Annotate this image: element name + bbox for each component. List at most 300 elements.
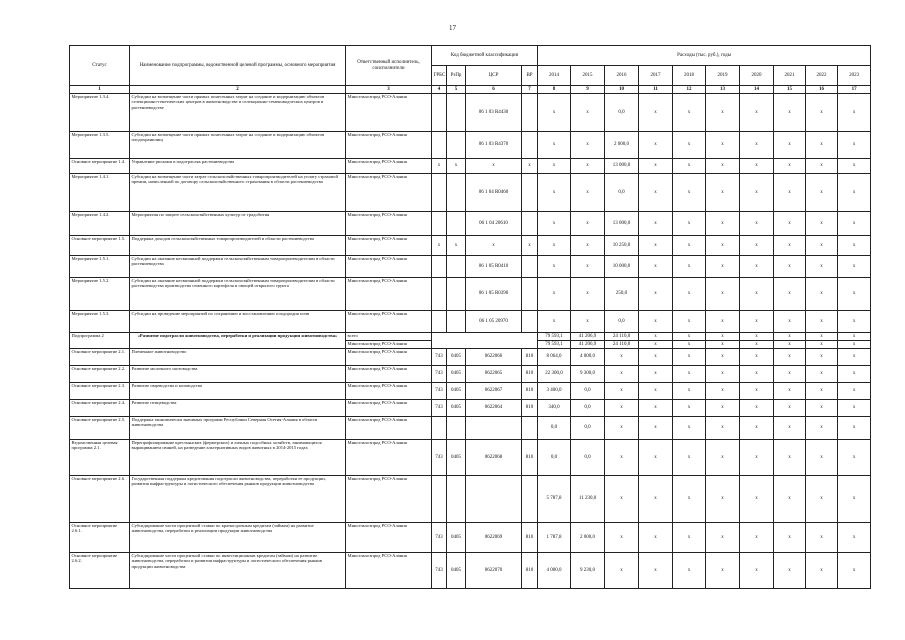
row-value-2018: x — [673, 523, 706, 553]
row-value-2022: x — [806, 476, 838, 523]
row-value-2023: x — [838, 417, 871, 440]
row-value-2018: x — [673, 132, 706, 159]
row-status: Основное мероприятие 1.5. — [70, 236, 130, 256]
subprogram-codes-empty — [432, 333, 538, 349]
row-grbs: 743 — [432, 553, 447, 589]
row-value-2023: x — [838, 476, 871, 523]
table-row — [70, 400, 871, 417]
row-csr: 0622068 — [466, 440, 522, 476]
row-csr: 06 1 04 20610 — [466, 212, 522, 236]
row-rzpr — [447, 212, 466, 236]
row-vr — [522, 417, 538, 440]
subprogram-ministry-2023: x — [838, 341, 871, 349]
row-csr: 06 1 05 R0390 — [466, 278, 522, 311]
row-value-2016: x — [605, 440, 639, 476]
row-value-2017: x — [639, 94, 673, 132]
table-row — [70, 132, 871, 159]
row-value-2017: x — [639, 132, 673, 159]
row-value-2022: x — [806, 212, 838, 236]
row-vr: 810 — [522, 366, 538, 383]
row-value-2014: x — [538, 94, 571, 132]
subprogram-total-2017: x — [639, 333, 673, 341]
row-value-2021: x — [774, 366, 806, 383]
row-value-2015: 0,0 — [571, 400, 605, 417]
row-value-2016: 2 000,0 — [605, 132, 639, 159]
table-row — [70, 383, 871, 400]
row-value-2015: 4 000,0 — [571, 349, 605, 366]
row-executor: Минсельхозпрод РСО-Алания — [346, 212, 432, 236]
table-row — [70, 440, 871, 476]
row-value-2015: 9 300,0 — [571, 366, 605, 383]
row-name: Государственная поддержка кредитования подотрасли животноводства, переработки ее продукции, развития инфраструктуры и логистического обеспечения рынков продукции животноводства — [130, 476, 346, 523]
header-year-2016: 2016 — [605, 66, 639, 86]
row-value-2020: x — [740, 553, 774, 589]
row-name: Субсидии на оказание несвязанной поддержки сельскохозяйственным товаропроизводителям в области растениеводства — [130, 256, 346, 278]
header-year-2022: 2022 — [806, 66, 838, 86]
row-value-2014: x — [538, 174, 571, 212]
table-row — [70, 366, 871, 383]
row-executor: Минсельхозпрод РСО-Алания — [346, 278, 432, 311]
row-executor: Минсельхозпрод РСО-Алания — [346, 349, 432, 366]
row-vr — [522, 476, 538, 523]
row-value-2022: x — [806, 94, 838, 132]
row-status: Основное мероприятие 2.3. — [70, 383, 130, 400]
subprogram-total-2018: x — [673, 333, 706, 341]
row-value-2018: x — [673, 349, 706, 366]
row-executor: Минсельхозпрод РСО-Алания — [346, 311, 432, 333]
column-number: 1 — [70, 86, 130, 94]
row-vr — [522, 278, 538, 311]
row-executor: Минсельхозпрод РСО-Алания — [346, 174, 432, 212]
row-value-2023: x — [838, 400, 871, 417]
row-status: Мероприятие 1.5.1. — [70, 256, 130, 278]
row-value-2017: x — [639, 400, 673, 417]
row-value-2016: x — [605, 383, 639, 400]
row-csr: 0622064 — [466, 400, 522, 417]
header-year-2020: 2020 — [740, 66, 774, 86]
row-value-2023: x — [838, 278, 871, 311]
subprogram-ministry-2021: x — [774, 341, 806, 349]
row-csr: 06 1 05 20970 — [466, 311, 522, 333]
row-value-2016: 0,0 — [605, 94, 639, 132]
column-number: 12 — [673, 86, 706, 94]
row-value-2014: 0,0 — [538, 417, 571, 440]
row-value-2014: 4 000,0 — [538, 553, 571, 589]
row-csr: 06 1 03 R4370 — [466, 132, 522, 159]
row-grbs: 743 — [432, 440, 447, 476]
budget-table-sheet — [69, 45, 870, 589]
row-value-2022: x — [806, 174, 838, 212]
subprogram-total-2023: x — [838, 333, 871, 341]
row-value-2015: 9 230,0 — [571, 553, 605, 589]
row-value-2021: x — [774, 212, 806, 236]
table-row — [70, 256, 871, 278]
row-name: Субсидии на возмещение части прямых понесенных затрат на создание и модернизацию объектов плодохранилищ — [130, 132, 346, 159]
row-value-2021: x — [774, 236, 806, 256]
row-grbs — [432, 417, 447, 440]
row-rzpr: 0405 — [447, 523, 466, 553]
row-value-2019: x — [706, 159, 740, 174]
row-vr: 810 — [522, 440, 538, 476]
row-grbs: 743 — [432, 349, 447, 366]
column-number: 6 — [466, 86, 522, 94]
row-value-2020: x — [740, 476, 774, 523]
row-grbs — [432, 256, 447, 278]
row-value-2022: x — [806, 159, 838, 174]
row-executor: Минсельхозпрод РСО-Алания — [346, 366, 432, 383]
row-value-2021: x — [774, 400, 806, 417]
row-value-2023: x — [838, 366, 871, 383]
column-number: 10 — [605, 86, 639, 94]
table-row — [70, 236, 871, 256]
row-rzpr: x — [447, 159, 466, 174]
row-value-2021: x — [774, 523, 806, 553]
row-csr: 0622066 — [466, 349, 522, 366]
row-vr — [522, 132, 538, 159]
row-value-2021: x — [774, 476, 806, 523]
header-year-2014: 2014 — [538, 66, 571, 86]
row-value-2023: x — [838, 132, 871, 159]
row-value-2017: x — [639, 256, 673, 278]
subprogram-total-2022: x — [806, 333, 838, 341]
row-value-2020: x — [740, 94, 774, 132]
row-rzpr: x — [447, 236, 466, 256]
row-value-2022: x — [806, 523, 838, 553]
row-value-2018: x — [673, 174, 706, 212]
subprogram-exec-ministry: Минсельхозпрод РСО-Алания — [346, 341, 432, 349]
row-executor: Минсельхозпрод РСО-Алания — [346, 476, 432, 523]
row-value-2023: x — [838, 553, 871, 589]
row-value-2019: x — [706, 417, 740, 440]
row-executor: Минсельхозпрод РСО-Алания — [346, 132, 432, 159]
row-name: Субсидии на возмещение части прямых понесенных затрат на создание и модернизацию объектов селекционно-генетических центров в животноводстве и селекционно-семеноводческих центров в растениеводстве — [130, 94, 346, 132]
row-name: Развитие овцеводства и козоводства — [130, 383, 346, 400]
row-rzpr — [447, 476, 466, 523]
row-value-2020: x — [740, 383, 774, 400]
row-value-2014: 1 787,8 — [538, 523, 571, 553]
row-value-2019: x — [706, 553, 740, 589]
subprogram-ministry-2020: x — [740, 341, 774, 349]
row-value-2020: x — [740, 212, 774, 236]
row-value-2021: x — [774, 440, 806, 476]
table-row — [70, 159, 871, 174]
subprogram-total-2014: 79 593,1 — [538, 333, 571, 341]
subprogram-row-total — [70, 333, 871, 341]
row-value-2018: x — [673, 417, 706, 440]
row-executor: Минсельхозпрод РСО-Алания — [346, 523, 432, 553]
row-value-2018: x — [673, 553, 706, 589]
row-name: Поддержка экономически значимых программ Республики Северная Осетия-Алания в области животноводства — [130, 417, 346, 440]
row-value-2019: x — [706, 383, 740, 400]
row-status: Мероприятие 1.3.5. — [70, 132, 130, 159]
row-value-2016: 10 250,0 — [605, 236, 639, 256]
row-value-2014: x — [538, 278, 571, 311]
row-value-2022: x — [806, 400, 838, 417]
row-value-2015: x — [571, 256, 605, 278]
row-executor: Минсельхозпрод РСО-Алания — [346, 553, 432, 589]
row-csr — [466, 417, 522, 440]
row-executor: Минсельхозпрод РСО-Алания — [346, 417, 432, 440]
row-executor: Минсельхозпрод РСО-Алания — [346, 383, 432, 400]
row-value-2015: x — [571, 212, 605, 236]
table-row — [70, 311, 871, 333]
row-value-2015: 2 000,0 — [571, 523, 605, 553]
row-value-2020: x — [740, 256, 774, 278]
table-row — [70, 349, 871, 366]
row-value-2015: x — [571, 159, 605, 174]
header-year-2017: 2017 — [639, 66, 673, 86]
row-value-2022: x — [806, 236, 838, 256]
row-value-2017: x — [639, 174, 673, 212]
row-rzpr: 0405 — [447, 440, 466, 476]
row-value-2018: x — [673, 256, 706, 278]
row-status: Мероприятие 1.3.4. — [70, 94, 130, 132]
row-value-2016: x — [605, 476, 639, 523]
row-status: Основное мероприятие 2.6.1. — [70, 523, 130, 553]
row-name: Управление рисками в подотраслях растениеводства — [130, 159, 346, 174]
row-grbs: x — [432, 236, 447, 256]
header-year-2021: 2021 — [774, 66, 806, 86]
row-value-2016: x — [605, 400, 639, 417]
row-value-2020: x — [740, 174, 774, 212]
column-number: 11 — [639, 86, 673, 94]
row-value-2014: 3 400,0 — [538, 383, 571, 400]
row-executor: Минсельхозпрод РСО-Алания — [346, 256, 432, 278]
column-number: 8 — [538, 86, 571, 94]
row-value-2015: x — [571, 278, 605, 311]
row-value-2017: x — [639, 383, 673, 400]
column-number: 16 — [806, 86, 838, 94]
row-value-2021: x — [774, 349, 806, 366]
row-grbs: 743 — [432, 366, 447, 383]
subprogram-total-2016: 24 110,0 — [605, 333, 639, 341]
row-value-2022: x — [806, 417, 838, 440]
row-grbs — [432, 212, 447, 236]
row-value-2015: x — [571, 174, 605, 212]
row-value-2019: x — [706, 349, 740, 366]
row-value-2020: x — [740, 523, 774, 553]
row-value-2014: x — [538, 132, 571, 159]
row-value-2016: x — [605, 523, 639, 553]
row-vr: 810 — [522, 400, 538, 417]
subprogram-ministry-2014: 79 593,1 — [538, 341, 571, 349]
row-value-2021: x — [774, 278, 806, 311]
row-status: Основное мероприятие 2.6.2. — [70, 553, 130, 589]
row-value-2017: x — [639, 212, 673, 236]
row-value-2023: x — [838, 212, 871, 236]
row-name: Развитие птицеводства — [130, 400, 346, 417]
row-rzpr — [447, 132, 466, 159]
row-value-2020: x — [740, 417, 774, 440]
row-rzpr: 0405 — [447, 366, 466, 383]
row-value-2020: x — [740, 132, 774, 159]
row-name: Субсидирование части процентной ставки по краткосрочным кредитам (займам) на развитие животноводства, переработки и реализации продукции животноводства — [130, 523, 346, 553]
row-status: Основное мероприятие 1.4. — [70, 159, 130, 174]
row-value-2020: x — [740, 236, 774, 256]
budget-table — [69, 45, 871, 589]
row-value-2022: x — [806, 383, 838, 400]
row-status: Мероприятие 1.4.1. — [70, 174, 130, 212]
row-name: Субсидии на проведение мероприятий по сохранению и восстановлению плодородия почв — [130, 311, 346, 333]
row-value-2014: 22 300,0 — [538, 366, 571, 383]
row-value-2019: x — [706, 476, 740, 523]
subprogram-ministry-2022: x — [806, 341, 838, 349]
row-value-2017: x — [639, 236, 673, 256]
row-value-2023: x — [838, 349, 871, 366]
row-value-2017: x — [639, 523, 673, 553]
row-value-2022: x — [806, 256, 838, 278]
row-value-2022: x — [806, 132, 838, 159]
header-year-2018: 2018 — [673, 66, 706, 86]
row-value-2023: x — [838, 159, 871, 174]
column-number: 7 — [522, 86, 538, 94]
table-row — [70, 417, 871, 440]
row-value-2016: x — [605, 417, 639, 440]
row-value-2018: x — [673, 236, 706, 256]
row-value-2021: x — [774, 94, 806, 132]
row-value-2015: x — [571, 132, 605, 159]
row-value-2019: x — [706, 278, 740, 311]
row-csr: 06 1 03 R4430 — [466, 94, 522, 132]
row-name: Субсидирование части процентной ставки по инвестиционным кредитам (займам) на развитие животноводства, переработки и развития инфраструктуры и логистического обеспечения рынков продукции животноводства — [130, 553, 346, 589]
row-value-2018: x — [673, 212, 706, 236]
row-grbs: 743 — [432, 383, 447, 400]
row-grbs — [432, 476, 447, 523]
row-value-2023: x — [838, 94, 871, 132]
row-grbs: 743 — [432, 400, 447, 417]
row-value-2023: x — [838, 256, 871, 278]
row-vr: x — [522, 159, 538, 174]
subprogram-total-2020: x — [740, 333, 774, 341]
subprogram-ministry-2016: 24 110,0 — [605, 341, 639, 349]
row-value-2014: x — [538, 236, 571, 256]
header-code-0: ГРБС — [432, 66, 447, 86]
row-grbs — [432, 174, 447, 212]
row-name: Поддержка доходов сельскохозяйственных товаропроизводителей в области растениеводства — [130, 236, 346, 256]
column-number: 13 — [706, 86, 740, 94]
row-value-2023: x — [838, 440, 871, 476]
row-value-2017: x — [639, 476, 673, 523]
row-value-2018: x — [673, 311, 706, 333]
row-name: Мероприятия по защите сельскохозяйственных культур от градобития — [130, 212, 346, 236]
row-value-2022: x — [806, 553, 838, 589]
row-grbs — [432, 132, 447, 159]
row-vr: 810 — [522, 383, 538, 400]
row-value-2016: 10 000,0 — [605, 256, 639, 278]
subprogram-status: Подпрограмма 2 — [70, 333, 130, 349]
row-value-2019: x — [706, 236, 740, 256]
subprogram-name: «Развитие подотрасли животноводства, переработки и реализации продукции животноводства» — [130, 333, 346, 349]
column-number: 4 — [432, 86, 447, 94]
row-csr: 0622067 — [466, 383, 522, 400]
row-value-2022: x — [806, 366, 838, 383]
table-row — [70, 278, 871, 311]
row-value-2018: x — [673, 440, 706, 476]
row-value-2014: 0,0 — [538, 440, 571, 476]
row-value-2023: x — [838, 174, 871, 212]
table-row — [70, 476, 871, 523]
row-grbs: x — [432, 159, 447, 174]
row-value-2016: 250,0 — [605, 278, 639, 311]
header-code-3: ВР — [522, 66, 538, 86]
row-csr: 06 1 04 R0460 — [466, 174, 522, 212]
row-rzpr: 0405 — [447, 383, 466, 400]
row-rzpr — [447, 417, 466, 440]
subprogram-ministry-2018: x — [673, 341, 706, 349]
row-value-2021: x — [774, 256, 806, 278]
table-row — [70, 94, 871, 132]
row-value-2017: x — [639, 553, 673, 589]
row-value-2016: x — [605, 349, 639, 366]
row-value-2018: x — [673, 383, 706, 400]
header-code-2: ЦСР — [466, 66, 522, 86]
row-value-2019: x — [706, 440, 740, 476]
row-rzpr — [447, 278, 466, 311]
column-number: 5 — [447, 86, 466, 94]
row-name: Субсидии на возмещение части затрат сельскохозяйственных товаропроизводителей на уплату страховой премии, начисленной по договору сельскохозяйственного страхования в области растениеводства — [130, 174, 346, 212]
row-vr: 810 — [522, 349, 538, 366]
row-value-2022: x — [806, 440, 838, 476]
row-name: Развитие молочного скотоводства — [130, 366, 346, 383]
row-value-2020: x — [740, 278, 774, 311]
row-csr: 0622065 — [466, 366, 522, 383]
row-value-2017: x — [639, 366, 673, 383]
header-code-1: РзПр — [447, 66, 466, 86]
row-grbs — [432, 94, 447, 132]
row-value-2020: x — [740, 440, 774, 476]
row-csr: 0622070 — [466, 553, 522, 589]
row-name: Перепрофилирование крестьянских (фермерских) и личных подсобных хозяйств, занимающихся выращиванием свиней, на разведение альтернативных видов животных в 2014-2015 годах — [130, 440, 346, 476]
row-value-2018: x — [673, 278, 706, 311]
header-budget-code: Код бюджетной классификации — [432, 46, 538, 66]
subprogram-total-2015: 41 206,9 — [571, 333, 605, 341]
column-number: 2 — [130, 86, 346, 94]
row-vr: 810 — [522, 523, 538, 553]
row-value-2019: x — [706, 132, 740, 159]
row-value-2014: x — [538, 311, 571, 333]
row-vr: x — [522, 236, 538, 256]
row-value-2019: x — [706, 94, 740, 132]
row-value-2018: x — [673, 94, 706, 132]
table-row — [70, 174, 871, 212]
row-value-2014: x — [538, 212, 571, 236]
row-value-2021: x — [774, 311, 806, 333]
row-value-2015: x — [571, 94, 605, 132]
row-value-2019: x — [706, 311, 740, 333]
row-value-2014: x — [538, 159, 571, 174]
row-rzpr: 0405 — [447, 349, 466, 366]
column-number: 15 — [774, 86, 806, 94]
row-value-2016: 0,0 — [605, 311, 639, 333]
row-executor: Минсельхозпрод РСО-Алания — [346, 440, 432, 476]
column-number: 3 — [346, 86, 432, 94]
table-row — [70, 553, 871, 589]
row-rzpr: 0405 — [447, 553, 466, 589]
column-number: 17 — [838, 86, 871, 94]
row-value-2016: 13 000,0 — [605, 212, 639, 236]
row-csr: 06 1 05 R0410 — [466, 256, 522, 278]
row-value-2020: x — [740, 400, 774, 417]
header-executor: Ответственный исполнитель, соисполнители — [346, 46, 432, 86]
row-name: Субсидии на оказание несвязанной поддержки сельскохозяйственным товаропроизводителям в области растениеводства производства семенного картофеля и овощей открытого грунта — [130, 278, 346, 311]
row-value-2015: 0,0 — [571, 440, 605, 476]
row-value-2020: x — [740, 311, 774, 333]
row-status: Мероприятие 1.4.2. — [70, 212, 130, 236]
row-csr: 0622069 — [466, 523, 522, 553]
row-value-2021: x — [774, 383, 806, 400]
row-value-2017: x — [639, 159, 673, 174]
row-value-2022: x — [806, 349, 838, 366]
